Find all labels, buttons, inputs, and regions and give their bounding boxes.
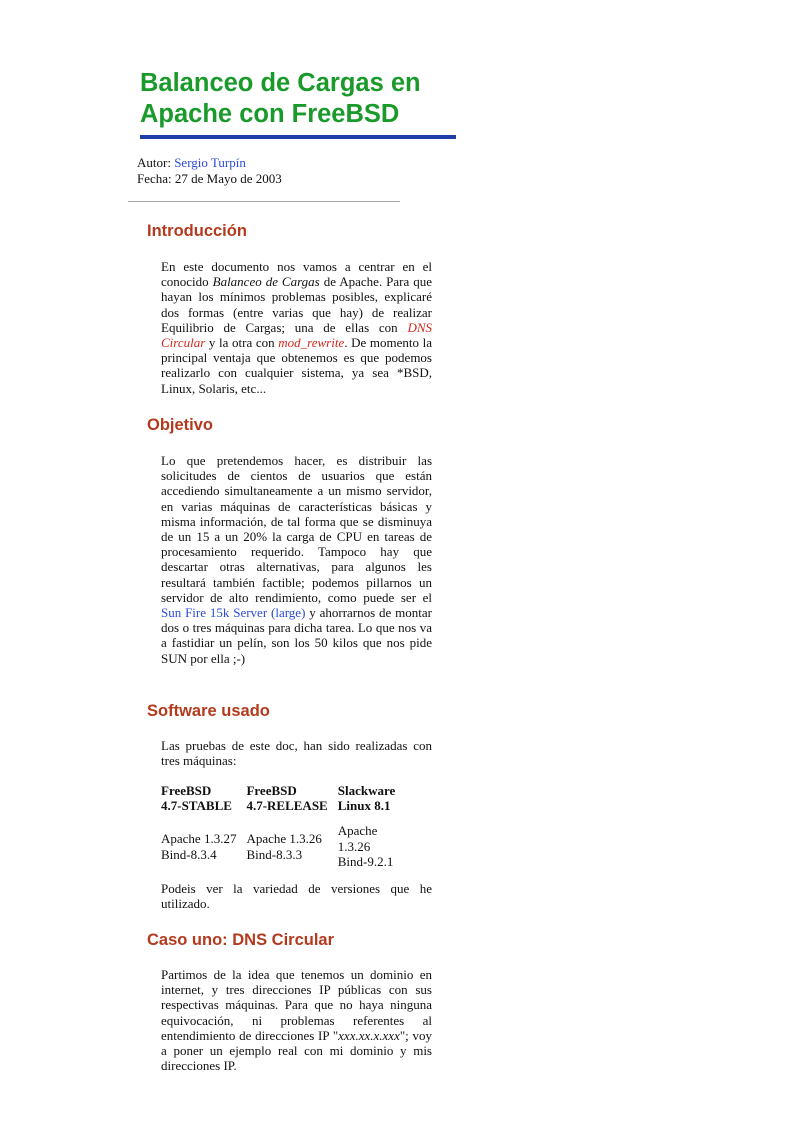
software-intro: Las pruebas de este doc, han sido realizadas con tres máquinas: xyxy=(161,738,432,769)
section-heading-introduccion: Introducción xyxy=(147,222,247,240)
table-header-row xyxy=(161,783,404,823)
sun-fire-link[interactable]: Sun Fire 15k Server (large) xyxy=(161,605,306,621)
author-line xyxy=(137,155,282,171)
caso-uno-paragraph xyxy=(161,967,432,1073)
table-cell: Apache 1.3.26 Bind-8.3.3 xyxy=(246,831,322,862)
table-header-cell: Slackware Linux 8.1 xyxy=(337,783,396,814)
intro-text-4: . De momento la principal ventaja que obtenemos es que podemos realizarlo con cualquier sistema, ya sea *BSD, Linux, Solaris, etc... xyxy=(161,335,432,396)
date-line: Fecha: 27 de Mayo de 2003 xyxy=(137,171,282,186)
table-header-cell: FreeBSD 4.7-RELEASE xyxy=(246,783,328,814)
author-link[interactable]: Sergio Turpín xyxy=(174,155,246,170)
intro-paragraph xyxy=(161,259,432,396)
table-cell: Apache 1.3.27 Bind-8.3.4 xyxy=(161,831,237,862)
section-heading-objetivo: Objetivo xyxy=(147,416,214,434)
software-outro: Podeis ver la variedad de versiones que he utilizado. xyxy=(161,881,432,912)
objetivo-paragraph xyxy=(161,453,432,666)
title-underline xyxy=(140,135,456,139)
section-heading-software: Software usado xyxy=(147,702,270,720)
table-cell: Apache 1.3.26 Bind-9.2.1 xyxy=(337,823,394,869)
intro-text-3: y la otra con xyxy=(205,335,279,351)
caso-uno-text-2: "; voy a poner un ejemplo real con mi dominio y mis direcciones IP. xyxy=(161,1027,432,1074)
table-header-cell: FreeBSD 4.7-STABLE xyxy=(161,783,232,814)
objetivo-text-2: y ahorrarnos de montar dos o tres máquinas para dicha tarea. Lo que nos va a fastidiar un pelín, son los 50 kilos que nos pide SUN por ella ;-) xyxy=(161,605,432,666)
page-title: Balanceo de Cargas en Apache con FreeBSD xyxy=(140,69,421,128)
objetivo-text-1: Lo que pretendemos hacer, es distribuir las solicitudes de cientos de usuarios que están accediendo simultaneamente a un mismo servidor, en varias máquinas de características básicas y misma información, de tal forma que se disminuya de un 15 a un 20% la carga de CPU en tareas de procesamiento requerido. Tampoco hay que descartar otras alternativas, para algunos les resultará también factible; podemos pillarnos un servidor de alto rendimiento, como puede ser el xyxy=(161,453,432,605)
caso-uno-text-1: Partimos de la idea que tenemos un dominio en internet, y tres direcciones IP públicas con sus respectivas máquinas. Para que no haya ninguna equivocación, ni problemas referentes al entendimiento de direcciones IP " xyxy=(161,967,432,1043)
intro-text-1: En este documento nos vamos a centrar en el conocido xyxy=(161,259,432,290)
title-block xyxy=(140,68,456,139)
separator-line xyxy=(128,201,400,202)
dns-circular-term: DNS Circular xyxy=(161,319,432,351)
author-label: Autor: xyxy=(137,155,171,170)
author-block xyxy=(137,155,282,187)
balanceo-term: Balanceo de Cargas xyxy=(212,274,320,290)
software-table xyxy=(161,783,404,869)
table-row xyxy=(161,823,404,869)
intro-text-2: de Apache. Para que hayan los mínimos problemas posibles, explicaré dos formas (entre varias que hay) de realizar Equilibrio de Cargas; una de ellas con xyxy=(161,274,433,335)
mod-rewrite-term: mod_rewrite xyxy=(278,335,345,351)
section-heading-caso-uno: Caso uno: DNS Circular xyxy=(147,931,335,949)
ip-mask: xxx.xx.x.xxx xyxy=(338,1027,400,1043)
